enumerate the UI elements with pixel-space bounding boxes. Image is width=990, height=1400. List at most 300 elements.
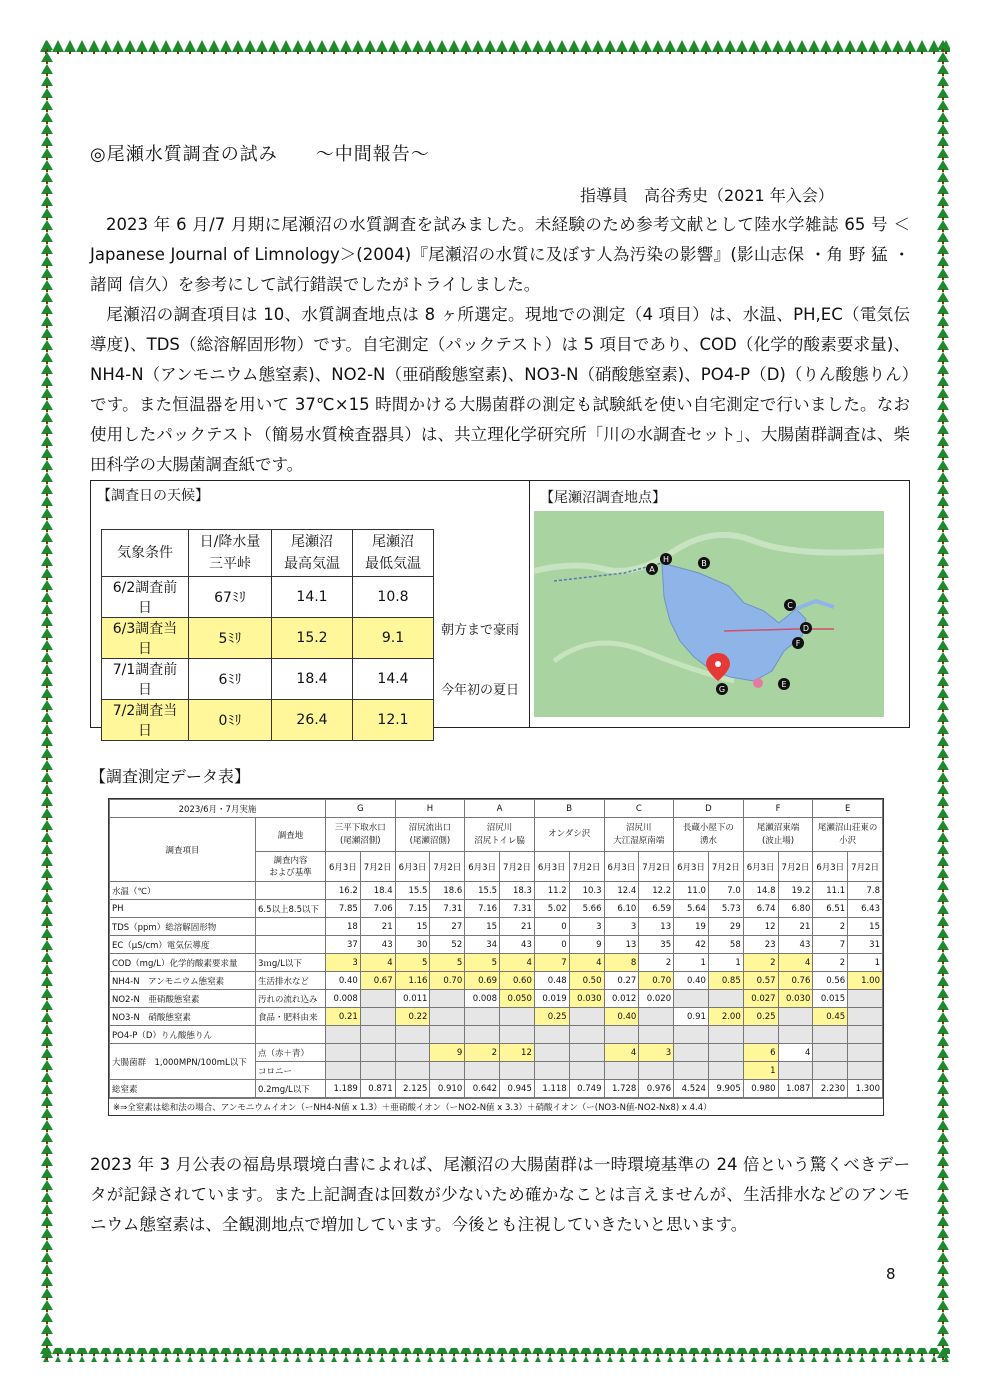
date-header: 7月2日 <box>778 852 813 882</box>
data-cell: 6.74 <box>743 900 778 918</box>
weather-min: 14.4 <box>353 659 434 700</box>
method-paragraph <box>90 300 910 480</box>
data-cell: 18 <box>326 918 361 936</box>
data-cell <box>500 1008 535 1026</box>
data-cell: 7.0 <box>708 882 743 900</box>
data-cell <box>778 1026 813 1044</box>
weather-min: 9.1 <box>353 618 434 659</box>
data-cell: 15 <box>395 918 430 936</box>
data-cell <box>360 1008 395 1026</box>
data-cell: 0.22 <box>395 1008 430 1026</box>
data-cell: 43 <box>778 936 813 954</box>
data-cell: 7 <box>534 954 569 972</box>
data-cell <box>569 1026 604 1044</box>
data-cell: 5 <box>395 954 430 972</box>
weather-date: 7/1調査前日 <box>102 659 189 700</box>
data-cell <box>569 1008 604 1026</box>
standard-label: 0.2mg/L以下 <box>256 1080 326 1098</box>
weather-date: 7/2調査当日 <box>102 700 189 741</box>
data-cell: 0.011 <box>395 990 430 1008</box>
data-cell <box>430 1062 465 1080</box>
conclusion-paragraph: 2023 年 3 月公表の福島県環境白書によれば、尾瀬沼の大腸菌群は一時環境基準の 24 倍という驚くべきデータが記録されています。また上記調査は回数が少ないため確かなことは言えませんが、生活排水などのアンモニウム態窒素は、全観測地点で増加しています。今後とも注視していきたいと思います。 <box>90 1155 910 1234</box>
weather-row <box>102 618 434 659</box>
data-cell: 0.25 <box>534 1008 569 1026</box>
data-cell: 0.45 <box>813 1008 848 1026</box>
weather-rain: 67ﾐﾘ <box>189 577 272 618</box>
data-cell: 0.945 <box>500 1080 535 1098</box>
data-cell: 1.728 <box>604 1080 639 1098</box>
data-cell: 0.008 <box>326 990 361 1008</box>
author-line: 指導員 高谷秀史（2021 年入会） <box>580 186 834 205</box>
data-cell: 21 <box>500 918 535 936</box>
weather-row <box>102 700 434 741</box>
data-cell: 0 <box>534 936 569 954</box>
data-cell: 12.4 <box>604 882 639 900</box>
data-cell <box>848 1062 883 1080</box>
weather-max: 15.2 <box>272 618 353 659</box>
weather-table <box>101 529 434 741</box>
data-cell <box>500 1062 535 1080</box>
data-cell: 2 <box>813 918 848 936</box>
standard-label <box>256 936 326 954</box>
weather-map-box <box>90 480 910 739</box>
data-cell: 11.1 <box>813 882 848 900</box>
data-cell <box>465 1062 500 1080</box>
data-cell: 52 <box>430 936 465 954</box>
date-header: 7月2日 <box>708 852 743 882</box>
data-cell: 7.06 <box>360 900 395 918</box>
site-code: H <box>395 800 465 818</box>
period-label: 2023/6月・7月実施 <box>110 800 326 818</box>
data-cell <box>326 1062 361 1080</box>
data-cell: 9.905 <box>708 1080 743 1098</box>
data-cell: 6.10 <box>604 900 639 918</box>
data-cell: 10.3 <box>569 882 604 900</box>
data-cell: 4 <box>778 1044 813 1062</box>
table-row <box>110 990 883 1008</box>
date-header: 6月3日 <box>743 852 778 882</box>
data-cell: 0.030 <box>569 990 604 1008</box>
data-cell: 14.8 <box>743 882 778 900</box>
table-row <box>110 972 883 990</box>
data-cell: 0.50 <box>569 972 604 990</box>
data-cell: 7.16 <box>465 900 500 918</box>
data-cell: 7.15 <box>395 900 430 918</box>
data-cell: 7.31 <box>500 900 535 918</box>
standard-label <box>256 1026 326 1044</box>
map-point-C: C <box>787 601 793 610</box>
date-header: 6月3日 <box>813 852 848 882</box>
map-point-A: A <box>649 565 655 574</box>
data-cell <box>534 1044 569 1062</box>
data-cell: 43 <box>500 936 535 954</box>
table-row <box>110 1080 883 1098</box>
data-cell: 18.6 <box>430 882 465 900</box>
site-code: G <box>326 800 396 818</box>
weather-label: 【調査日の天候】 <box>97 488 209 504</box>
data-cell: 6 <box>743 1044 778 1062</box>
map-point-D: D <box>802 624 810 633</box>
data-cell <box>604 1062 639 1080</box>
site-name: 尾瀬沼東端 (波止場) <box>743 818 813 852</box>
data-cell: 1.300 <box>848 1080 883 1098</box>
data-cell: 3 <box>326 954 361 972</box>
date-header: 6月3日 <box>326 852 361 882</box>
date-header: 7月2日 <box>500 852 535 882</box>
data-cell <box>674 1044 709 1062</box>
site-name: 沼尻川 大江湿原南端 <box>604 818 674 852</box>
data-cell <box>813 1044 848 1062</box>
data-cell: 23 <box>743 936 778 954</box>
data-cell: 34 <box>465 936 500 954</box>
data-cell: 2 <box>743 954 778 972</box>
site-name: 長蔵小屋下の 湧水 <box>674 818 744 852</box>
data-cell: 11.0 <box>674 882 709 900</box>
data-cell: 2.00 <box>708 1008 743 1026</box>
page-number: 8 <box>886 1265 896 1283</box>
standard-label <box>256 918 326 936</box>
data-cell <box>360 1044 395 1062</box>
data-cell: 1 <box>848 954 883 972</box>
data-cell: 0.910 <box>430 1080 465 1098</box>
item-label: PH <box>110 900 256 918</box>
data-cell: 30 <box>395 936 430 954</box>
data-cell: 1.118 <box>534 1080 569 1098</box>
data-cell <box>569 1062 604 1080</box>
weather-header-condition: 気象条件 <box>102 530 189 577</box>
content-header: 調査内容 および基準 <box>256 852 326 882</box>
date-header: 6月3日 <box>465 852 500 882</box>
data-cell: 0.76 <box>778 972 813 990</box>
weather-header-rain: 日/降水量 三平峠 <box>189 530 272 577</box>
data-cell: 15 <box>465 918 500 936</box>
data-cell: 0.40 <box>326 972 361 990</box>
data-cell: 3 <box>569 918 604 936</box>
data-cell: 37 <box>326 936 361 954</box>
date-header: 6月3日 <box>534 852 569 882</box>
data-cell: 43 <box>360 936 395 954</box>
table-row <box>110 900 883 918</box>
item-label: NO3-N 硝酸態窒素 <box>110 1008 256 1026</box>
weather-min: 12.1 <box>353 700 434 741</box>
intro-text: 2023 年 6 月/7 月期に尾瀬沼の水質調査を試みました。未経験のため参考文献として陸水学雑誌 65 号 ＜Japanese Journal of Limnology＞(2004)『尾瀬沼の水質に及ぼす人為汚染の影響』(影山志保 ・角 野 猛 ・諸岡 信久）を参考にして試行錯誤でしたがトライしました。 <box>90 215 910 294</box>
footnote: ※⇒全窒素は総和法の場合、アンモニウムイオン（ーNH4-N値 x 1.3）＋亜硝酸イオン（ーNO2-N値 x 3.3）＋硝酸イオン（ー(NO3-N値-NO2-Nx8) x 4.4） <box>109 1098 883 1115</box>
item-label: NH4-N アンモニウム態窒素 <box>110 972 256 990</box>
weather-rain: 6ﾐﾘ <box>189 659 272 700</box>
data-cell: 4 <box>604 1044 639 1062</box>
site-name: 沼尻流出口 (尾瀬沼側) <box>395 818 465 852</box>
data-cell <box>813 1026 848 1044</box>
data-cell <box>326 1044 361 1062</box>
oze-marsh-map <box>534 511 884 717</box>
data-cell: 0.85 <box>708 972 743 990</box>
standard-label: 3ｍg/L以下 <box>256 954 326 972</box>
data-cell: 13 <box>639 918 674 936</box>
data-cell: 0.40 <box>674 972 709 990</box>
weather-max: 14.1 <box>272 577 353 618</box>
data-cell <box>604 1026 639 1044</box>
weather-row <box>102 577 434 618</box>
weather-header-max: 尾瀬沼 最高気温 <box>272 530 353 577</box>
data-cell: 3 <box>639 1044 674 1062</box>
map-point-B: B <box>701 559 707 568</box>
standard-label: 点（赤＋青） <box>256 1044 326 1062</box>
date-header: 7月2日 <box>848 852 883 882</box>
data-cell: 0.020 <box>639 990 674 1008</box>
data-cell <box>708 990 743 1008</box>
date-header: 7月2日 <box>360 852 395 882</box>
data-cell: 1 <box>674 954 709 972</box>
weather-header-min: 尾瀬沼 最低気温 <box>353 530 434 577</box>
site-code: F <box>743 800 813 818</box>
data-cell: 4 <box>569 954 604 972</box>
data-cell: 12.2 <box>639 882 674 900</box>
table-row <box>110 954 883 972</box>
data-cell <box>674 1062 709 1080</box>
item-label: 大腸菌群 1,000MPN/100mL以下 <box>110 1044 256 1080</box>
data-cell <box>395 1044 430 1062</box>
data-cell: 7 <box>813 936 848 954</box>
data-cell: 2.230 <box>813 1080 848 1098</box>
weather-max: 18.4 <box>272 659 353 700</box>
site-code: C <box>604 800 674 818</box>
table-row <box>110 882 883 900</box>
data-cell: 2 <box>465 1044 500 1062</box>
data-cell: 1 <box>743 1062 778 1080</box>
standard-label: 生活排水など <box>256 972 326 990</box>
data-cell: 6.51 <box>813 900 848 918</box>
data-cell: 8 <box>604 954 639 972</box>
data-cell <box>500 1026 535 1044</box>
lodge-marker-icon <box>753 678 763 688</box>
weather-min: 10.8 <box>353 577 434 618</box>
data-cell <box>360 1062 395 1080</box>
data-cell: 29 <box>708 918 743 936</box>
data-cell: 0.91 <box>674 1008 709 1026</box>
item-label: TDS（ppm）総溶解固形物 <box>110 918 256 936</box>
data-cell <box>743 1026 778 1044</box>
date-header: 6月3日 <box>674 852 709 882</box>
site-code: B <box>534 800 604 818</box>
data-cell: 12 <box>743 918 778 936</box>
intro-paragraph <box>90 210 910 300</box>
map-point-F: F <box>795 639 801 648</box>
data-cell: 0.019 <box>534 990 569 1008</box>
data-cell: 0.030 <box>778 990 813 1008</box>
data-cell <box>430 1026 465 1044</box>
item-label: COD（mg/L）化学的酸素要求量 <box>110 954 256 972</box>
data-cell <box>708 1062 743 1080</box>
data-cell: 0.56 <box>813 972 848 990</box>
data-cell: 58 <box>708 936 743 954</box>
data-cell <box>395 1026 430 1044</box>
site-name: 三平下取水口 (尾瀬沼側) <box>326 818 396 852</box>
date-header: 7月2日 <box>639 852 674 882</box>
standard-label: コロニー <box>256 1062 326 1080</box>
date-header: 7月2日 <box>430 852 465 882</box>
data-cell: 2.125 <box>395 1080 430 1098</box>
data-cell: 35 <box>639 936 674 954</box>
data-cell <box>848 990 883 1008</box>
data-cell <box>848 1044 883 1062</box>
data-cell: 42 <box>674 936 709 954</box>
site-header: 調査地 <box>256 818 326 852</box>
data-cell: 6.80 <box>778 900 813 918</box>
data-cell: 0.57 <box>743 972 778 990</box>
date-header: 6月3日 <box>604 852 639 882</box>
data-cell: 1.189 <box>326 1080 361 1098</box>
data-cell: 7.85 <box>326 900 361 918</box>
table-row <box>110 918 883 936</box>
data-cell: 18.3 <box>500 882 535 900</box>
site-code: D <box>674 800 744 818</box>
table-row <box>110 1044 883 1062</box>
data-cell: 0.70 <box>430 972 465 990</box>
data-cell: 0.871 <box>360 1080 395 1098</box>
data-cell: 7.31 <box>430 900 465 918</box>
site-code: E <box>813 800 883 818</box>
data-cell: 4 <box>778 954 813 972</box>
data-cell: 15.5 <box>465 882 500 900</box>
data-cell: 0.976 <box>639 1080 674 1098</box>
data-cell <box>430 990 465 1008</box>
data-cell: 0.27 <box>604 972 639 990</box>
data-cell <box>534 1062 569 1080</box>
data-cell: 0.60 <box>500 972 535 990</box>
standard-label: 6.5以上8.5以下 <box>256 900 326 918</box>
data-cell <box>534 1026 569 1044</box>
date-header: 6月3日 <box>395 852 430 882</box>
data-cell: 0.008 <box>465 990 500 1008</box>
data-cell: 12 <box>500 1044 535 1062</box>
data-cell: 0.980 <box>743 1080 778 1098</box>
data-cell: 21 <box>360 918 395 936</box>
data-cell: 4.524 <box>674 1080 709 1098</box>
data-cell: 31 <box>848 936 883 954</box>
site-name: オンダシ沢 <box>534 818 604 852</box>
data-cell: 1 <box>708 954 743 972</box>
standard-label <box>256 882 326 900</box>
data-cell: 0.70 <box>639 972 674 990</box>
data-cell: 11.2 <box>534 882 569 900</box>
site-name: 尾瀬沼山荘東の 小沢 <box>813 818 883 852</box>
data-cell <box>465 1008 500 1026</box>
weather-rain: 0ﾐﾘ <box>189 700 272 741</box>
data-cell: 6.59 <box>639 900 674 918</box>
data-cell: 5.02 <box>534 900 569 918</box>
weather-note-summer-day: 今年初の夏日 <box>441 683 520 698</box>
data-cell: 15 <box>848 918 883 936</box>
data-cell <box>674 1026 709 1044</box>
data-cell: 5.66 <box>569 900 604 918</box>
data-cell: 6.43 <box>848 900 883 918</box>
data-cell: 0.40 <box>604 1008 639 1026</box>
weather-date: 6/3調査当日 <box>102 618 189 659</box>
weather-note-heavy-rain: 朝方まで豪雨 <box>441 623 520 638</box>
data-cell <box>674 990 709 1008</box>
item-label: 水温（℃） <box>110 882 256 900</box>
weather-max: 26.4 <box>272 700 353 741</box>
weather-panel <box>91 481 530 739</box>
data-cell: 2 <box>813 954 848 972</box>
data-cell: 5 <box>430 954 465 972</box>
data-cell <box>639 1062 674 1080</box>
table-row <box>110 936 883 954</box>
data-cell: 0 <box>534 918 569 936</box>
standard-label: 汚れの流れ込み <box>256 990 326 1008</box>
data-cell <box>360 990 395 1008</box>
data-cell <box>778 1062 813 1080</box>
data-cell: 19.2 <box>778 882 813 900</box>
item-label: NO2-N 亜硝酸態窒素 <box>110 990 256 1008</box>
page-title: ◎尾瀬水質調査の試み ～中間報告～ <box>90 144 430 165</box>
data-cell: 15.5 <box>395 882 430 900</box>
data-cell <box>326 1026 361 1044</box>
data-cell: 0.050 <box>500 990 535 1008</box>
data-cell: 0.69 <box>465 972 500 990</box>
standard-label: 食品・肥料由来 <box>256 1008 326 1026</box>
data-cell: 21 <box>778 918 813 936</box>
data-cell <box>395 1062 430 1080</box>
data-cell: 0.25 <box>743 1008 778 1026</box>
site-code: A <box>465 800 535 818</box>
data-cell <box>848 1026 883 1044</box>
data-cell: 27 <box>430 918 465 936</box>
data-cell: 1.16 <box>395 972 430 990</box>
data-cell: 0.642 <box>465 1080 500 1098</box>
site-name: 沼尻川 沼尻トイレ脇 <box>465 818 535 852</box>
data-cell: 3 <box>604 918 639 936</box>
weather-row <box>102 659 434 700</box>
data-cell: 0.027 <box>743 990 778 1008</box>
data-cell <box>360 1026 395 1044</box>
data-cell: 5 <box>465 954 500 972</box>
data-cell: 0.015 <box>813 990 848 1008</box>
method-text: 尾瀬沼の調査項目は 10、水質調査地点は 8 ヶ所選定。現地での測定（4 項目）は、水温、PH,EC（電気伝導度)、TDS（総溶解固形物）です。自宅測定（パックテスト）は 5 項目であり、COD（化学的酸素要求量)、NH4-N（アンモニウム態窒素)、NO2-N（亜硝酸態窒素)、NO3-N（硝酸態窒素)、PO4-P（D)（りん酸態りん）です。また恒温器を用いて 37℃×15 時間かける大腸菌群の測定も試験紙を使い自宅測定で行いました。なお使用したパックテスト（簡易水質検査器具）は、共立理化学研究所「川の水調査セット｣、大腸菌群調査は、柴田科学の大腸菌調査紙です。 <box>90 305 910 474</box>
map-label: 【尾瀬沼調査地点】 <box>540 490 666 506</box>
map-point-G: G <box>718 685 726 694</box>
data-cell <box>430 1008 465 1026</box>
data-cell: 0.67 <box>360 972 395 990</box>
data-cell: 13 <box>604 936 639 954</box>
item-label: 総窒素 <box>110 1080 256 1098</box>
data-cell: 0.012 <box>604 990 639 1008</box>
data-cell: 7.8 <box>848 882 883 900</box>
data-cell: 1.087 <box>778 1080 813 1098</box>
data-cell: 9 <box>430 1044 465 1062</box>
data-cell: 9 <box>569 936 604 954</box>
item-label: EC（μS/cm）電気伝導度 <box>110 936 256 954</box>
data-cell: 4 <box>360 954 395 972</box>
data-cell: 5.64 <box>674 900 709 918</box>
data-cell: 1.00 <box>848 972 883 990</box>
data-cell: 19 <box>674 918 709 936</box>
item-header: 調査項目 <box>110 818 256 882</box>
data-cell <box>708 1026 743 1044</box>
data-cell <box>708 1044 743 1062</box>
data-cell: 2 <box>639 954 674 972</box>
data-cell: 0.21 <box>326 1008 361 1026</box>
measurement-data-table <box>108 798 884 1116</box>
data-cell <box>465 1026 500 1044</box>
weather-date: 6/2調査前日 <box>102 577 189 618</box>
data-cell: 5.73 <box>708 900 743 918</box>
data-cell <box>813 1062 848 1080</box>
data-table-label: 【調査測定データ表】 <box>90 767 251 786</box>
data-cell <box>639 1026 674 1044</box>
data-cell <box>848 1008 883 1026</box>
data-cell <box>778 1008 813 1026</box>
